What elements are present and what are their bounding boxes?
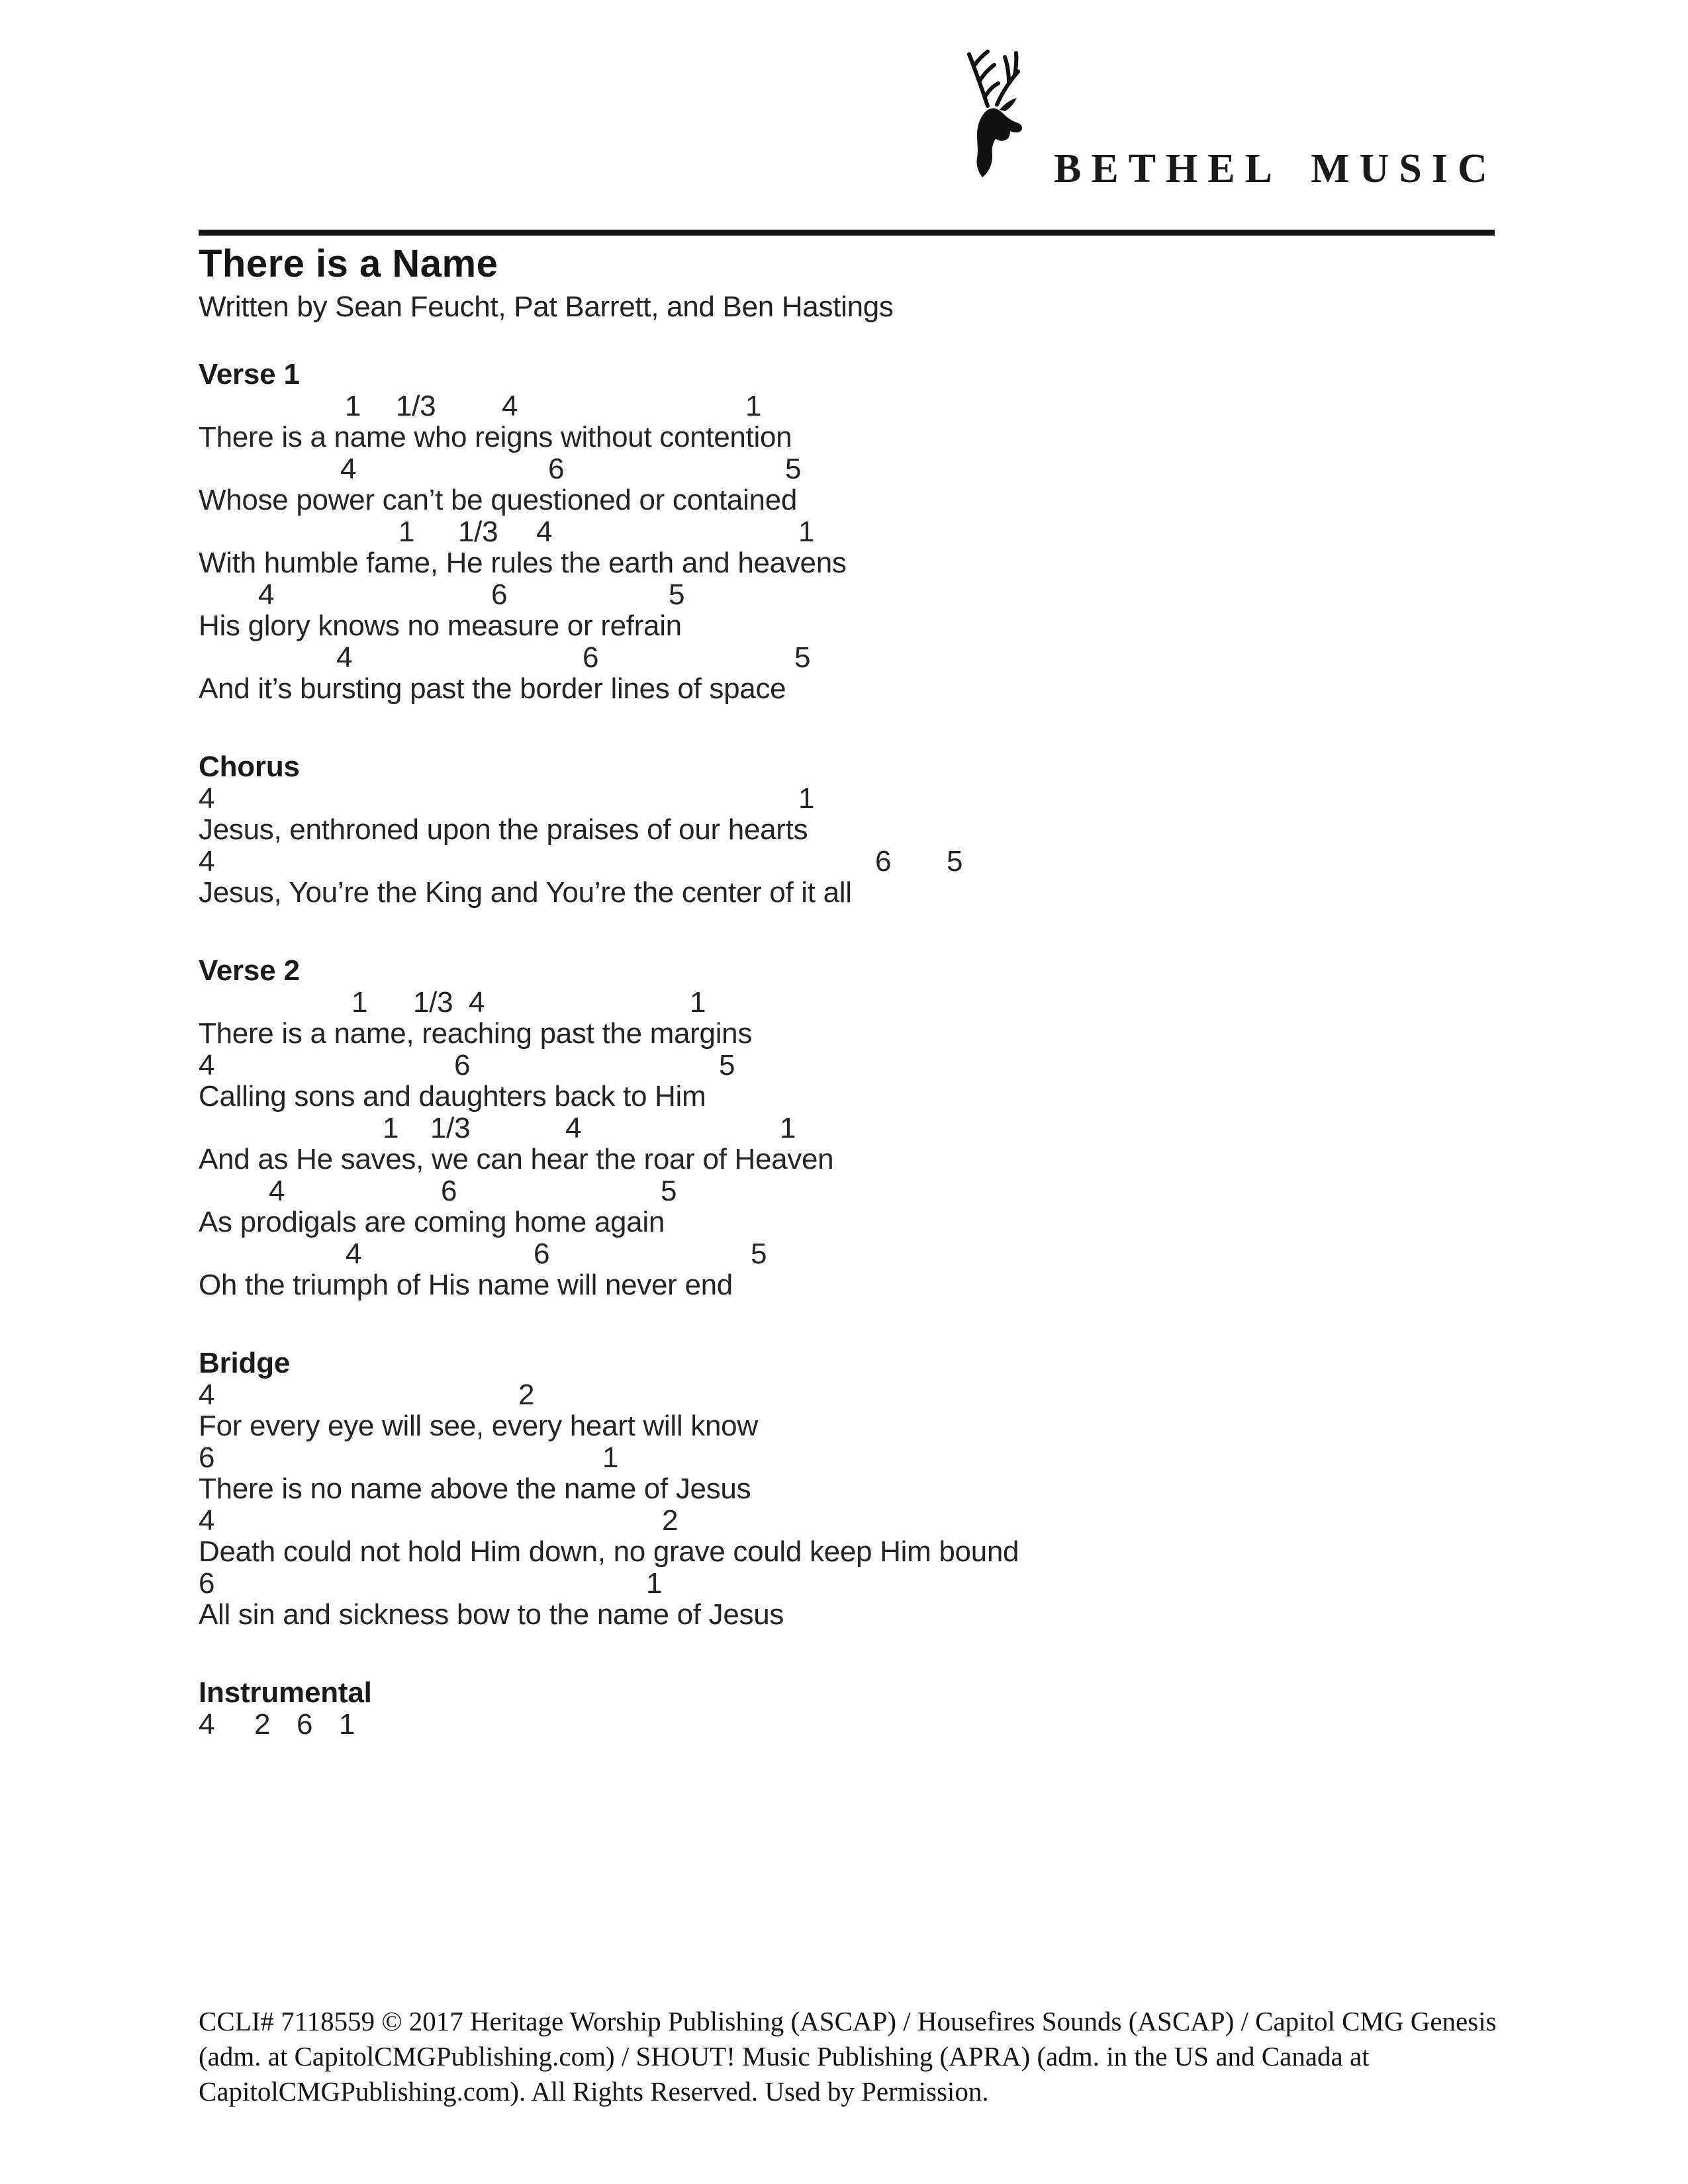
chord: 4 [199, 1379, 215, 1411]
lyric-line: Jesus, You’re the King and You’re the center of it all [199, 876, 852, 909]
chord: 6 [583, 641, 599, 674]
lyric-line: With humble fame, He rules the earth and heavens [199, 547, 847, 579]
chord-line [199, 783, 1495, 814]
chord-line [199, 1050, 1495, 1081]
chord-line [199, 1238, 1495, 1269]
lyric-line: And as He saves, we can hear the roar of Heaven [199, 1143, 834, 1175]
chord: 6 [491, 578, 508, 611]
chord: 5 [794, 641, 811, 674]
chord: 6 [441, 1175, 457, 1207]
lyric-line: As prodigals are coming home again [199, 1206, 665, 1238]
chord: 4 [340, 453, 357, 485]
lyric-line: There is a name who reigns without contention [199, 421, 792, 453]
song-section-verse-2 [199, 955, 1495, 1301]
chord: 5 [661, 1175, 677, 1207]
chord: 4 [258, 578, 275, 611]
chord: 5 [785, 453, 802, 485]
chord: 4 [469, 986, 485, 1019]
chord-line [199, 1442, 1495, 1473]
song-body [199, 359, 1495, 1740]
lyric-line: Calling sons and daughters back to Him [199, 1080, 706, 1113]
chord: 4 [199, 1708, 215, 1741]
chord: 4 [502, 390, 518, 422]
lyric-line: Death could not hold Him down, no grave could keep Him bound [199, 1535, 1019, 1568]
song-byline: Written by Sean Feucht, Pat Barrett, and Ben Hastings [199, 291, 894, 323]
copyright-footer [199, 2004, 1516, 2109]
chord: 1/3 [430, 1112, 471, 1144]
content-column [199, 0, 1495, 1786]
section-heading: Instrumental [199, 1676, 372, 1709]
chord: 1 [602, 1441, 619, 1474]
lyric-line: All sin and sickness bow to the name of Jesus [199, 1598, 784, 1631]
song-section-verse-1 [199, 359, 1495, 705]
section-heading: Verse 2 [199, 954, 300, 987]
chord: 4 [565, 1112, 582, 1144]
song-title: There is a Name [199, 242, 498, 285]
chord: 4 [536, 516, 553, 548]
lyric-line: His glory knows no measure or refrain [199, 610, 682, 642]
chord: 6 [199, 1567, 215, 1600]
chord-line [199, 1113, 1495, 1144]
chord: 4 [199, 782, 215, 815]
chord-line [199, 1379, 1495, 1410]
chord: 6 [534, 1238, 550, 1270]
chord: 5 [669, 578, 685, 611]
chord: 1 [798, 516, 815, 548]
chord: 4 [199, 845, 215, 878]
chord: 1 [690, 986, 706, 1019]
chord-line [199, 579, 1495, 610]
chord: 4 [346, 1238, 362, 1270]
chord: 4 [199, 1504, 215, 1537]
section-heading: Chorus [199, 751, 300, 783]
chord-line [199, 516, 1495, 547]
chord-line [199, 846, 1495, 877]
lyric-line: Whose power can’t be questioned or contained [199, 484, 798, 516]
chord: 6 [199, 1441, 215, 1474]
section-heading: Verse 1 [199, 358, 300, 390]
chord: 1 [798, 782, 815, 815]
lyric-line: Oh the triumph of His name will never end [199, 1269, 733, 1301]
chord: 4 [336, 641, 353, 674]
chord: 1 [339, 1708, 355, 1741]
chord: 1/3 [458, 516, 498, 548]
chord-line [199, 1709, 1495, 1740]
chord-line [199, 642, 1495, 673]
chord-line [199, 453, 1495, 484]
chord: 1 [345, 390, 361, 422]
lyric-line: For every eye will see, every heart will know [199, 1410, 758, 1442]
chord: 5 [947, 845, 963, 878]
chord: 1 [646, 1567, 663, 1600]
chord: 6 [548, 453, 565, 485]
chord: 1 [399, 516, 415, 548]
song-section-chorus [199, 751, 1495, 909]
chord: 2 [662, 1504, 679, 1537]
song-section-instrumental [199, 1677, 1495, 1740]
chord: 5 [719, 1049, 735, 1081]
chord: 1 [745, 390, 762, 422]
chord: 6 [875, 845, 892, 878]
chord: 2 [254, 1708, 271, 1741]
chord-line [199, 987, 1495, 1018]
chord: 1 [383, 1112, 399, 1144]
chord-line [199, 1175, 1495, 1206]
chord-line [199, 390, 1495, 422]
chord-line [199, 1568, 1495, 1599]
footer-line: (adm. at CapitolCMGPublishing.com) / SHOUT! Music Publishing (APRA) (adm. in the US and Canada at [199, 2041, 1370, 2071]
lyric-line: There is no name above the name of Jesus [199, 1473, 751, 1505]
lyric-line: There is a name, reaching past the margins [199, 1017, 753, 1050]
chord: 5 [751, 1238, 767, 1270]
footer-line: CCLI# 7118559 © 2017 Heritage Worship Publishing (ASCAP) / Housefires Sounds (ASCAP) / Capitol CMG Genesis [199, 2006, 1497, 2036]
chord: 1/3 [396, 390, 436, 422]
chord: 1 [352, 986, 368, 1019]
logo-wordmark: BETHEL MUSIC [1054, 146, 1497, 191]
footer-line: CapitolCMGPublishing.com). All Rights Reserved. Used by Permission. [199, 2076, 989, 2107]
title-rule [199, 230, 1495, 236]
chord: 6 [454, 1049, 471, 1081]
song-section-bridge [199, 1347, 1495, 1631]
lyric-line: And it’s bursting past the border lines of space [199, 672, 786, 705]
chord: 6 [297, 1708, 313, 1741]
chord-line [199, 1505, 1495, 1536]
chord: 4 [269, 1175, 285, 1207]
chord: 2 [518, 1379, 535, 1411]
lyric-line: Jesus, enthroned upon the praises of our hearts [199, 813, 808, 846]
chord: 1/3 [413, 986, 453, 1019]
chord: 1 [780, 1112, 796, 1144]
chord: 4 [199, 1049, 215, 1081]
section-heading: Bridge [199, 1347, 291, 1379]
